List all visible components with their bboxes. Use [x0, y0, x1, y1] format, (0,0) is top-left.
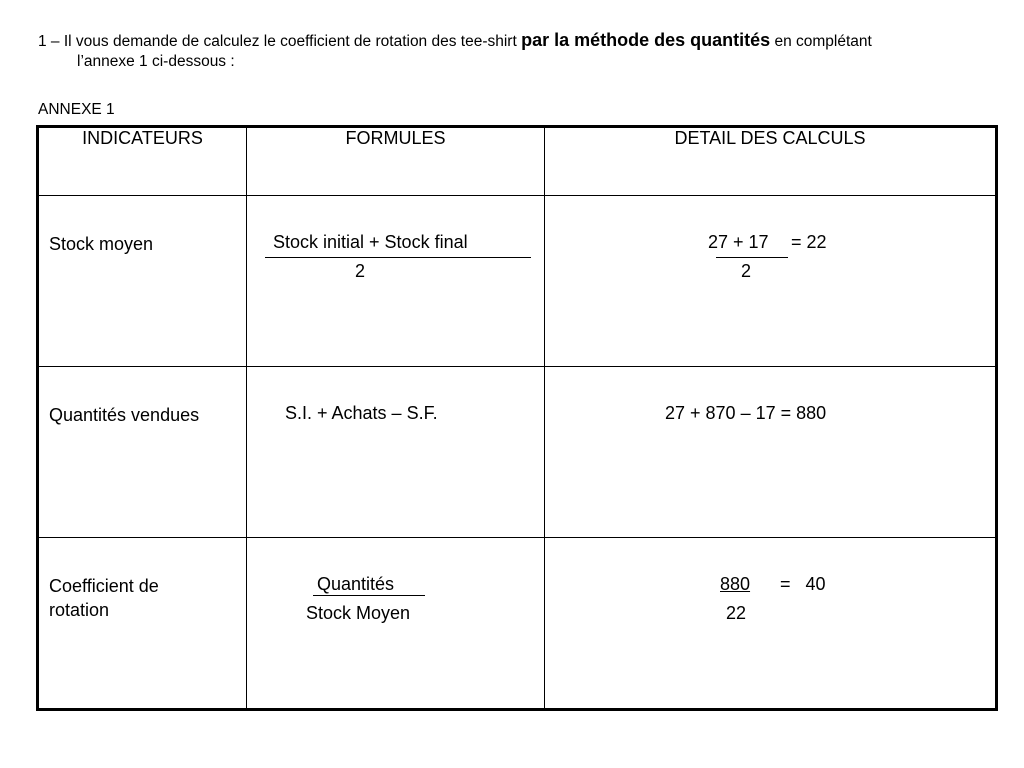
indicator-label — [49, 574, 159, 622]
formula-text: S.I. + Achats – S.F. — [285, 403, 438, 423]
annex-table — [36, 125, 998, 711]
formula-cell — [247, 538, 545, 710]
table-row-coefficient-rotation — [38, 538, 997, 710]
indicator-label-line2: rotation — [49, 600, 110, 620]
indicator-cell — [38, 367, 247, 538]
calc-denominator: 22 — [726, 603, 747, 623]
formula-cell — [247, 367, 545, 538]
calc-cell — [545, 196, 997, 367]
question-text-end: en complétant — [770, 33, 872, 50]
header-indicateurs: INDICATEURS — [38, 127, 247, 196]
indicator-label-line1: Coefficient de — [49, 576, 159, 596]
table-row-quantites-vendues — [38, 367, 997, 538]
table-header-row — [38, 127, 997, 196]
annex-label: ANNEXE 1 — [38, 101, 115, 118]
formula-cell — [247, 196, 545, 367]
calc-result: = 40 — [780, 574, 826, 594]
indicator-cell — [38, 196, 247, 367]
formula-denominator: Stock Moyen — [306, 603, 411, 623]
header-detail-calculs: DETAIL DES CALCULS — [545, 127, 997, 196]
calc-numerator: 27 + 17 — [708, 232, 769, 252]
indicator-cell — [38, 538, 247, 710]
fraction-bar — [716, 257, 788, 258]
question-text-start: 1 – Il vous demande de calculez le coefficient de rotation des tee-shirt — [38, 33, 522, 50]
indicator-label: Stock moyen — [49, 234, 154, 254]
indicator-label: Quantités vendues — [49, 405, 200, 425]
calc-cell — [545, 538, 997, 710]
formula-denominator: 2 — [355, 261, 366, 281]
question-text — [38, 30, 998, 72]
calc-result: = 22 — [791, 232, 827, 252]
calc-cell — [545, 367, 997, 538]
fraction-bar — [265, 257, 531, 258]
formula-numerator: Stock initial + Stock final — [273, 232, 468, 252]
header-formules: FORMULES — [247, 127, 545, 196]
calc-numerator: 880 — [720, 574, 751, 594]
calc-text: 27 + 870 – 17 = 880 — [665, 403, 827, 423]
question-text-line2: l’annexe 1 ci-dessous : — [77, 53, 235, 70]
fraction-bar — [313, 595, 425, 596]
question-text-bold: par la méthode des quantités — [521, 30, 771, 50]
formula-numerator: Quantités — [317, 574, 395, 594]
table-row-stock-moyen — [38, 196, 997, 367]
calc-denominator: 2 — [741, 261, 752, 281]
